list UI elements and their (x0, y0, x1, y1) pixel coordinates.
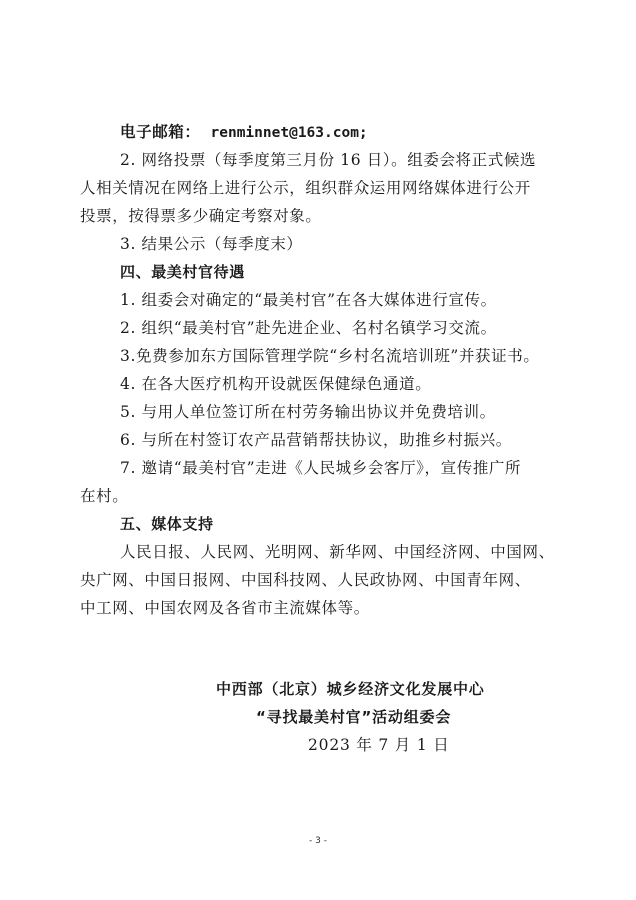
section4-line-6: 6. 与所在村签订农产品营销帮扶协议，助推乡村振兴。 (120, 431, 512, 449)
section4-line-3: 3.免费参加东方国际管理学院“乡村名流培训班”并获证书。 (120, 347, 540, 365)
section4-line-5: 5. 与用人单位签订所在村劳务输出协议并免费培训。 (120, 403, 496, 421)
section4-line-1: 1. 组委会对确定的“最美村官”在各大媒体进行宣传。 (120, 291, 497, 309)
voting-item-line-2: 人相关情况在网络上进行公示，组织群众运用网络媒体进行公开 (80, 179, 531, 197)
signature-date: 2023 年 7 月 1 日 (308, 736, 450, 754)
section4-heading: 四、最美村官待遇 (120, 263, 245, 281)
section5-heading: 五、媒体支持 (120, 515, 214, 533)
voting-item-line-1: 2. 网络投票（每季度第三月份 16 日）。组委会将正式候选 (120, 151, 537, 169)
section5-line-1: 人民日报、人民网、光明网、新华网、中国经济网、中国网、 (120, 543, 555, 561)
section4-line-7: 7. 邀请“最美村官”走进《人民城乡会客厅》，宣传推广所 (120, 459, 522, 477)
page-number: - 3 - (309, 836, 327, 846)
section4-line-4: 4. 在各大医疗机构开设就医保健绿色通道。 (120, 375, 432, 393)
signature-committee: “寻找最美村官”活动组委会 (256, 708, 452, 726)
signature-org: 中西部（北京）城乡经济文化发展中心 (216, 680, 485, 698)
section4-line-2: 2. 组织“最美村官”赴先进企业、名村名镇学习交流。 (120, 319, 497, 337)
email-label: 电子邮箱： (120, 123, 201, 141)
section4-line-8: 在村。 (80, 487, 129, 505)
email-value: renminnet@163.com; (210, 125, 368, 141)
result-item-line: 3. 结果公示（每季度末） (120, 235, 303, 253)
email-line (120, 122, 368, 143)
voting-item-line-3: 投票，按得票多少确定考察对象。 (80, 207, 322, 225)
section5-line-2: 央广网、中国日报网、中国科技网、人民政协网、中国青年网、 (80, 571, 531, 589)
section5-line-3: 中工网、中国农网及各省市主流媒体等。 (80, 599, 370, 617)
